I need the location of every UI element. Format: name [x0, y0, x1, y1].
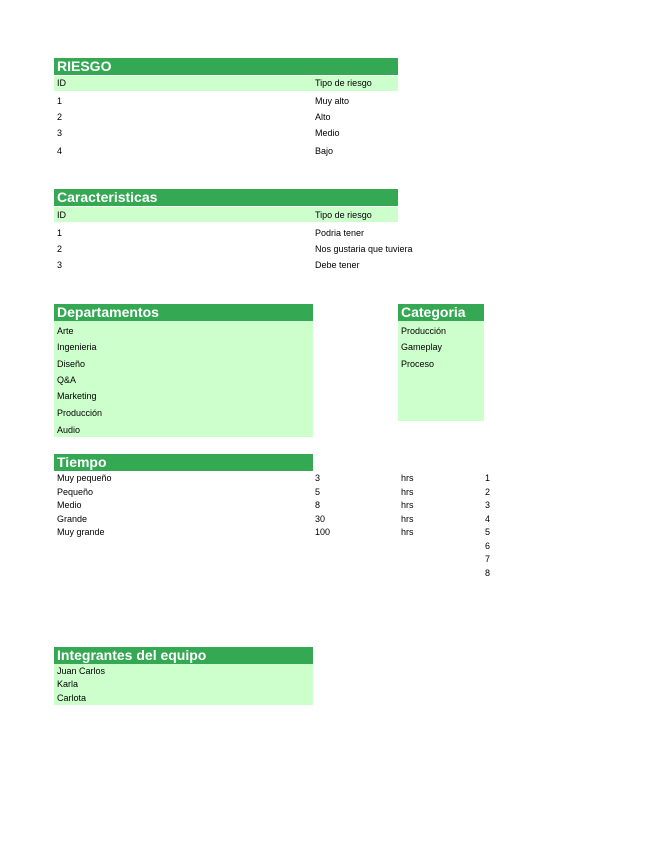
riesgo-row-id: 4: [57, 146, 63, 156]
caracteristicas-row-id: 2: [57, 244, 63, 254]
equipo-header: Integrantes del equipo: [54, 647, 313, 664]
tiempo-number: 4: [485, 514, 491, 524]
tiempo-number: 6: [485, 541, 491, 551]
riesgo-row-tipo: Medio: [315, 128, 340, 138]
departamento-item: Ingenieria: [57, 342, 97, 352]
tiempo-number: 2: [485, 487, 491, 497]
riesgo-row-tipo: Bajo: [315, 146, 334, 156]
riesgo-row-id: 3: [57, 128, 63, 138]
departamento-item: Arte: [57, 326, 74, 336]
caracteristicas-col-tipo: Tipo de riesgo: [315, 210, 372, 220]
riesgo-header: RIESGO: [54, 58, 398, 75]
riesgo-row-tipo: Muy alto: [315, 96, 350, 106]
tiempo-number: 1: [485, 473, 491, 483]
tiempo-unit: hrs: [401, 527, 414, 537]
departamento-item: Q&A: [57, 375, 77, 385]
departamento-item: Audio: [57, 425, 81, 435]
tiempo-label: Pequeño: [57, 487, 94, 497]
riesgo-col-id: ID: [57, 78, 66, 88]
tiempo-number: 8: [485, 568, 491, 578]
caracteristicas-row-id: 1: [57, 228, 63, 238]
riesgo-row-id: 1: [57, 96, 63, 106]
equipo-member: Juan Carlos: [57, 666, 106, 676]
caracteristicas-row-tipo: Podria tener: [315, 228, 365, 238]
tiempo-label: Medio: [57, 500, 82, 510]
tiempo-number: 5: [485, 527, 491, 537]
departamentos-list-background: [54, 321, 313, 437]
caracteristicas-row-tipo: Nos gustaria que tuviera: [315, 244, 413, 254]
caracteristicas-header: Caracteristicas: [54, 189, 398, 206]
tiempo-value: 8: [315, 500, 321, 510]
tiempo-label: Muy pequeño: [57, 473, 112, 483]
tiempo-label: Grande: [57, 514, 88, 524]
equipo-member: Karla: [57, 679, 79, 689]
tiempo-unit: hrs: [401, 473, 414, 483]
departamentos-header: Departamentos: [54, 304, 313, 321]
tiempo-header: Tiempo: [54, 454, 313, 471]
categoria-item: Gameplay: [401, 342, 443, 352]
caracteristicas-row-tipo: Debe tener: [315, 260, 360, 270]
tiempo-value: 3: [315, 473, 321, 483]
tiempo-label: Muy grande: [57, 527, 105, 537]
riesgo-row-tipo: Alto: [315, 112, 331, 122]
caracteristicas-col-id: ID: [57, 210, 66, 220]
departamento-item: Marketing: [57, 391, 97, 401]
categoria-item: Proceso: [401, 359, 435, 369]
tiempo-value: 100: [315, 527, 331, 537]
riesgo-row-id: 2: [57, 112, 63, 122]
tiempo-value: 5: [315, 487, 321, 497]
tiempo-unit: hrs: [401, 487, 414, 497]
tiempo-number: 7: [485, 554, 491, 564]
equipo-member: Carlota: [57, 693, 87, 703]
departamento-item: Producción: [57, 408, 103, 418]
tiempo-number: 3: [485, 500, 491, 510]
categoria-item: Producción: [401, 326, 447, 336]
riesgo-col-tipo: Tipo de riesgo: [315, 78, 372, 88]
tiempo-value: 30: [315, 514, 326, 524]
tiempo-unit: hrs: [401, 500, 414, 510]
departamento-item: Diseño: [57, 359, 86, 369]
caracteristicas-row-id: 3: [57, 260, 63, 270]
tiempo-unit: hrs: [401, 514, 414, 524]
categoria-header: Categoria: [398, 304, 484, 321]
